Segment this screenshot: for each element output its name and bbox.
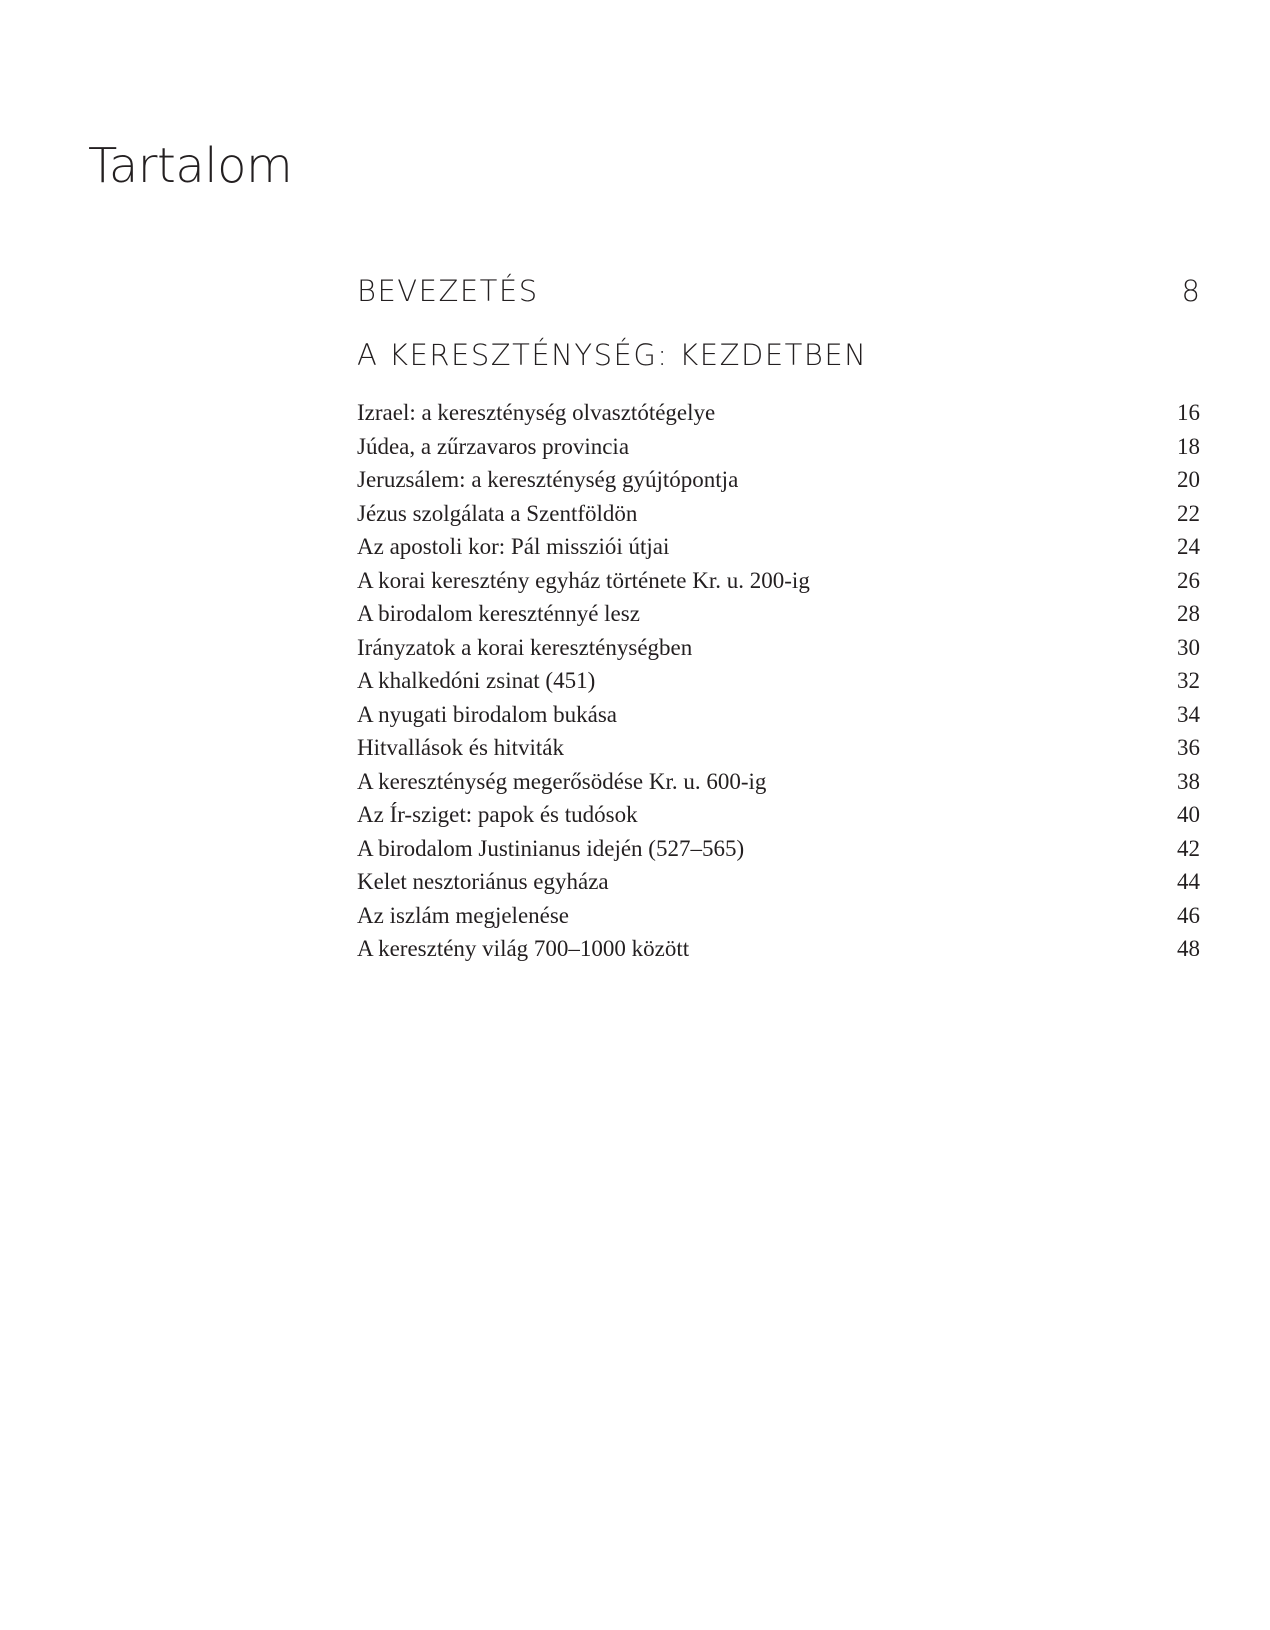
toc-entry[interactable]: [357, 564, 1200, 598]
toc-entry-title: Az apostoli kor: Pál missziói útjai: [357, 534, 670, 559]
toc-entry[interactable]: [357, 899, 1200, 933]
toc-entry-page: 38: [1177, 768, 1200, 794]
toc-entry-title: Hitvallások és hitviták: [357, 735, 564, 760]
toc-entry[interactable]: [357, 731, 1200, 765]
toc-entry-title: A korai keresztény egyház története Kr. u. 200-ig: [357, 567, 810, 593]
toc-entry-title: A birodalom kereszténnyé lesz: [357, 601, 640, 626]
toc-entry[interactable]: [357, 497, 1200, 531]
toc-entry-title: Júdea, a zűrzavaros provincia: [357, 433, 630, 459]
toc-entry-title: Jézus szolgálata a Szentföldön: [357, 500, 638, 526]
toc-entry-title: A keresztény világ 700–1000 között: [357, 936, 690, 961]
toc-intro-row[interactable]: [357, 265, 1200, 317]
toc-section-title: A KERESZTÉNYSÉG: KEZDETBEN: [357, 338, 868, 372]
toc-entry-title: Jeruzsálem: a kereszténység gyújtópontja: [357, 467, 739, 492]
toc-entry-page: 28: [1177, 601, 1200, 626]
toc-entry[interactable]: [357, 865, 1200, 899]
toc-entry[interactable]: [357, 463, 1200, 497]
toc-entry[interactable]: [357, 664, 1200, 698]
toc-entry-page: 20: [1177, 467, 1200, 492]
toc-entry-title: A khalkedóni zsinat (451): [357, 668, 596, 693]
toc-entry[interactable]: [357, 430, 1200, 464]
toc-section-heading: [357, 331, 1200, 379]
toc-intro-page: 8: [1181, 274, 1200, 308]
toc-entry-page: 48: [1177, 936, 1200, 961]
toc-entry-page: 24: [1177, 534, 1200, 559]
toc-entry-list: [357, 396, 1200, 966]
toc-entry[interactable]: [357, 631, 1200, 665]
toc-entry-title: Irányzatok a korai kereszténységben: [357, 634, 693, 660]
toc-entry-page: 22: [1177, 500, 1200, 526]
toc-entry[interactable]: [357, 932, 1200, 966]
toc-entry-title: A kereszténység megerősödése Kr. u. 600-ig: [357, 768, 767, 794]
toc-entry-page: 16: [1177, 400, 1200, 425]
page-title: Tartalom: [88, 138, 293, 194]
toc-entry-page: 18: [1177, 433, 1200, 459]
toc-entry-title: Az Ír-sziget: papok és tudósok: [357, 802, 638, 827]
toc-entry-title: Izrael: a kereszténység olvasztótégelye: [357, 400, 716, 425]
toc-entry-page: 36: [1177, 735, 1200, 760]
table-of-contents: [357, 265, 1200, 966]
toc-entry[interactable]: [357, 530, 1200, 564]
toc-entry[interactable]: [357, 832, 1200, 866]
toc-entry-title: Az iszlám megjelenése: [357, 902, 570, 928]
toc-entry-page: 44: [1177, 869, 1200, 894]
toc-entry-page: 30: [1177, 634, 1200, 660]
toc-entry-page: 46: [1177, 902, 1200, 928]
toc-entry-page: 26: [1177, 567, 1200, 593]
toc-entry-title: A nyugati birodalom bukása: [357, 701, 617, 727]
toc-entry-page: 34: [1177, 701, 1200, 727]
toc-entry[interactable]: [357, 396, 1200, 430]
toc-entry-page: 32: [1177, 668, 1200, 693]
toc-entry[interactable]: [357, 765, 1200, 799]
toc-entry-title: A birodalom Justinianus idején (527–565): [357, 835, 745, 861]
toc-entry[interactable]: [357, 798, 1200, 832]
toc-intro-title: BEVEZETÉS: [357, 274, 539, 308]
toc-entry-page: 42: [1177, 835, 1200, 861]
toc-entry-title: Kelet nesztoriánus egyháza: [357, 869, 609, 894]
toc-entry[interactable]: [357, 597, 1200, 631]
toc-entry[interactable]: [357, 698, 1200, 732]
toc-entry-page: 40: [1177, 802, 1200, 827]
